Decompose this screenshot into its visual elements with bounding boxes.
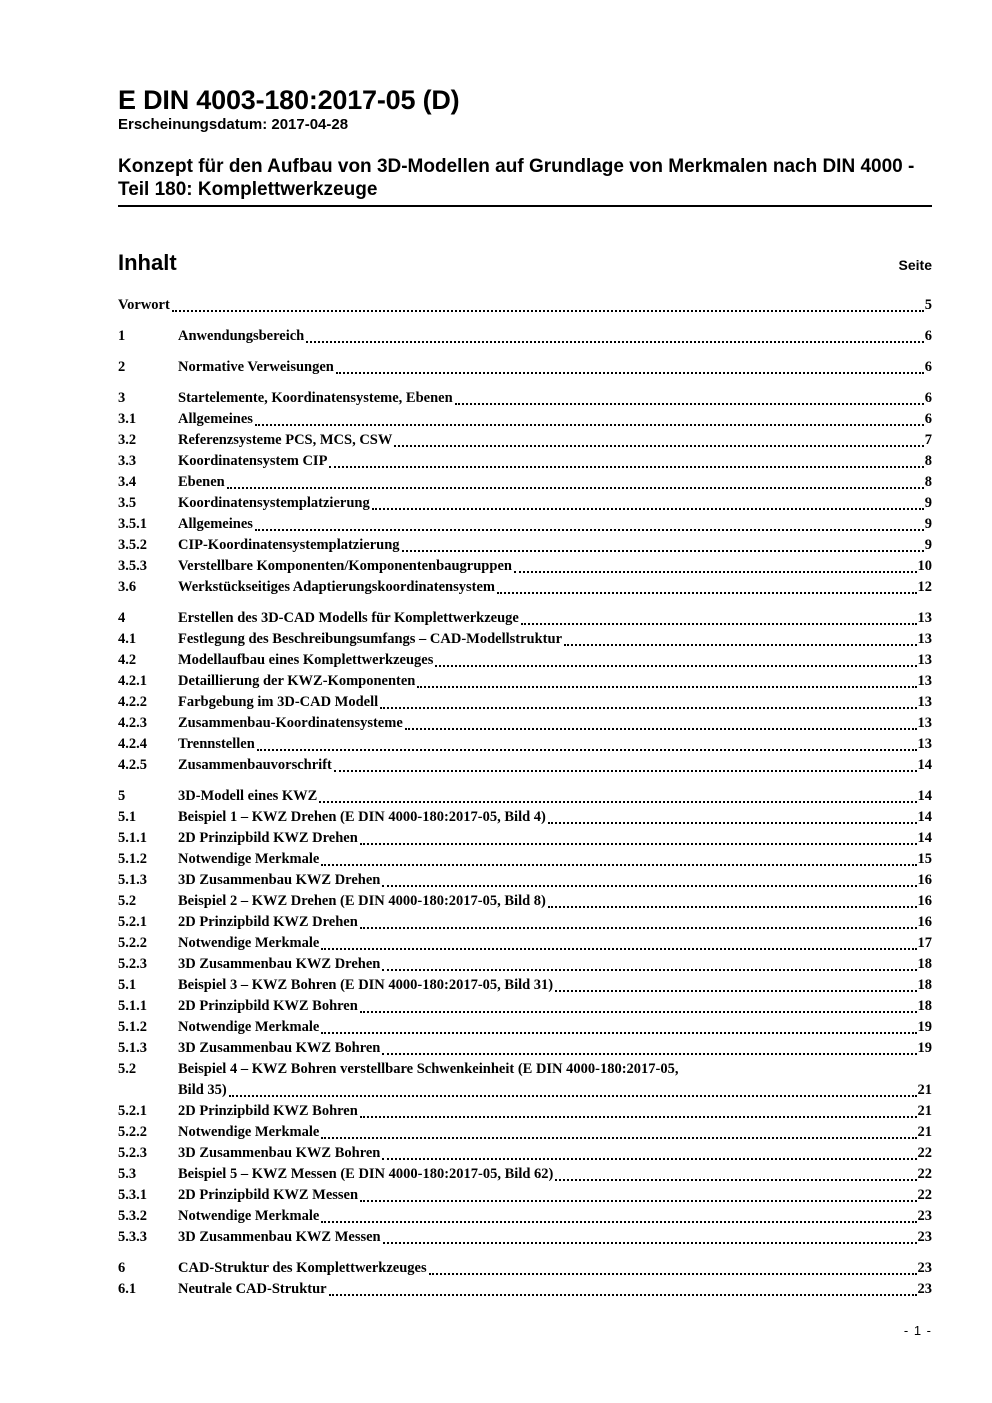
toc-entry bbox=[118, 295, 932, 316]
toc-entry-label: Notwendige Merkmale bbox=[178, 851, 320, 867]
toc-entry-page: 19 bbox=[917, 1040, 932, 1056]
toc-entry bbox=[118, 954, 932, 975]
toc-entry-label: Neutrale CAD-Struktur bbox=[178, 1281, 327, 1297]
toc-entry bbox=[118, 608, 932, 629]
toc-entry-label: Beispiel 2 – KWZ Drehen (E DIN 4000-180:2017-05, Bild 8) bbox=[178, 893, 546, 909]
toc-entry bbox=[118, 629, 932, 650]
toc-entry-page: 10 bbox=[917, 558, 932, 574]
toc-leader-dots bbox=[435, 665, 916, 667]
toc-entry-page: 23 bbox=[917, 1208, 932, 1224]
toc-entry-number: 4.2.1 bbox=[118, 673, 147, 689]
toc-entry-number: 5.1.3 bbox=[118, 1040, 147, 1056]
toc-leader-dots bbox=[405, 728, 917, 730]
toc-leader-dots bbox=[429, 1273, 917, 1275]
toc-entry-number: 5.3.1 bbox=[118, 1187, 147, 1203]
toc-entry bbox=[118, 650, 932, 671]
toc-entry bbox=[118, 1038, 932, 1059]
toc-entry-number: 4.1 bbox=[118, 631, 137, 647]
toc-entry-number: 5.1 bbox=[118, 809, 137, 825]
toc-entry bbox=[118, 671, 932, 692]
toc-entry-number: 5.2.1 bbox=[118, 1103, 147, 1119]
toc-entry-page: 21 bbox=[917, 1082, 932, 1098]
toc-entry bbox=[118, 326, 932, 347]
toc-entry-label: 2D Prinzipbild KWZ Drehen bbox=[178, 830, 358, 846]
toc-entry bbox=[118, 849, 932, 870]
document-title: Konzept für den Aufbau von 3D-Modellen auf Grundlage von Merkmalen nach DIN 4000 - Teil 180: Komplettwerkzeuge bbox=[118, 155, 932, 207]
toc-heading: Inhalt bbox=[118, 250, 177, 275]
toc-entry-label: Beispiel 1 – KWZ Drehen (E DIN 4000-180:2017-05, Bild 4) bbox=[178, 809, 546, 825]
toc-entry bbox=[118, 1059, 932, 1101]
toc-entry bbox=[118, 430, 932, 451]
toc-entry-label: Referenzsysteme PCS, MCS, CSW bbox=[178, 432, 393, 448]
toc-entry-label: Allgemeines bbox=[178, 411, 253, 427]
toc-entry-page: 18 bbox=[917, 956, 932, 972]
toc-entry-page: 8 bbox=[924, 453, 932, 469]
toc-entry-label: Allgemeines bbox=[178, 516, 253, 532]
toc-entry bbox=[118, 577, 932, 598]
toc-leader-dots bbox=[402, 550, 924, 552]
toc-entry bbox=[118, 514, 932, 535]
toc-leader-dots bbox=[382, 885, 916, 887]
toc-entry bbox=[118, 807, 932, 828]
toc-entry-page: 13 bbox=[917, 673, 932, 689]
toc-leader-dots bbox=[394, 445, 923, 447]
toc-entry-label: 2D Prinzipbild KWZ Bohren bbox=[178, 1103, 358, 1119]
toc-leader-dots bbox=[555, 990, 916, 992]
toc-leader-dots bbox=[360, 1116, 917, 1118]
toc-entry-label: Vorwort bbox=[118, 297, 170, 313]
toc-entry bbox=[118, 493, 932, 514]
toc-entry-page: 21 bbox=[917, 1103, 932, 1119]
toc-entry-number: 3.6 bbox=[118, 579, 137, 595]
toc-entry-page: 14 bbox=[917, 788, 932, 804]
toc-entry bbox=[118, 1185, 932, 1206]
toc-leader-dots bbox=[548, 906, 917, 908]
toc-entry-page: 13 bbox=[917, 694, 932, 710]
toc-leader-dots bbox=[514, 571, 917, 573]
toc-entry-label: 2D Prinzipbild KWZ Messen bbox=[178, 1187, 359, 1203]
toc-entry bbox=[118, 828, 932, 849]
toc-entry-page: 17 bbox=[917, 935, 932, 951]
toc-leader-dots bbox=[360, 1011, 917, 1013]
toc-entry-page: 6 bbox=[924, 328, 932, 344]
toc-entry bbox=[118, 472, 932, 493]
toc-entry-label: Festlegung des Beschreibungsumfangs – CAD-Modellstruktur bbox=[178, 631, 563, 647]
toc-entry-page: 13 bbox=[917, 610, 932, 626]
toc-leader-dots bbox=[321, 1032, 916, 1034]
toc-entry-label: Beispiel 5 – KWZ Messen (E DIN 4000-180:2017-05, Bild 62) bbox=[178, 1166, 554, 1182]
toc-entry-label: 3D Zusammenbau KWZ Bohren bbox=[178, 1145, 381, 1161]
toc-entry-label: Koordinatensystem CIP bbox=[178, 453, 328, 469]
toc-entry-page: 12 bbox=[917, 579, 932, 595]
toc-entry-page: 14 bbox=[917, 757, 932, 773]
toc-leader-dots bbox=[382, 969, 916, 971]
toc-entry-label: Notwendige Merkmale bbox=[178, 1124, 320, 1140]
toc-entry-page: 23 bbox=[917, 1281, 932, 1297]
toc-entry-number: 5 bbox=[118, 788, 126, 804]
toc-entry-page: 13 bbox=[917, 631, 932, 647]
toc-entry-page: 6 bbox=[924, 411, 932, 427]
toc-entry-label: Beispiel 4 – KWZ Bohren verstellbare Schwenkeinheit (E DIN 4000-180:2017-05, bbox=[178, 1061, 679, 1077]
toc-entry-number: 5.3.2 bbox=[118, 1208, 147, 1224]
toc-entry bbox=[118, 409, 932, 430]
toc-entry bbox=[118, 755, 932, 776]
toc-entry-label: Zusammenbau-Koordinatensysteme bbox=[178, 715, 403, 731]
toc-entry-number: 5.2.3 bbox=[118, 1145, 147, 1161]
toc-leader-dots bbox=[319, 801, 916, 803]
toc-leader-dots bbox=[360, 843, 917, 845]
toc-leader-dots bbox=[555, 1179, 916, 1181]
toc-entry-page: 8 bbox=[924, 474, 932, 490]
toc-entry-number: 1 bbox=[118, 328, 126, 344]
release-date: Erscheinungsdatum: 2017-04-28 bbox=[118, 116, 349, 133]
toc-leader-dots bbox=[497, 592, 916, 594]
toc-entry bbox=[118, 451, 932, 472]
toc-entry-number: 5.1.3 bbox=[118, 872, 147, 888]
toc-leader-dots bbox=[372, 508, 924, 510]
toc-entry bbox=[118, 891, 932, 912]
toc-entry-page: 6 bbox=[924, 390, 932, 406]
toc-entry bbox=[118, 357, 932, 378]
toc-leader-dots bbox=[360, 927, 917, 929]
toc-entry-number: 4.2.3 bbox=[118, 715, 147, 731]
toc-entry-label: Zusammenbauvorschrift bbox=[178, 757, 332, 773]
toc-entry-label: 3D Zusammenbau KWZ Drehen bbox=[178, 956, 381, 972]
toc-entry-page: 23 bbox=[917, 1229, 932, 1245]
toc-entry-number: 3 bbox=[118, 390, 126, 406]
toc-entry-number: 3.2 bbox=[118, 432, 137, 448]
toc-entry-number: 5.1.2 bbox=[118, 1019, 147, 1035]
toc-entry-label: Koordinatensystemplatzierung bbox=[178, 495, 370, 511]
toc-entry-label: Modellaufbau eines Komplettwerkzeuges bbox=[178, 652, 434, 668]
toc-entry-page: 13 bbox=[917, 736, 932, 752]
toc-leader-dots bbox=[255, 529, 924, 531]
toc-entry-page: 9 bbox=[924, 537, 932, 553]
toc-leader-dots bbox=[564, 644, 916, 646]
toc-entry-label: Anwendungsbereich bbox=[178, 328, 305, 344]
toc-entry-label: 3D Zusammenbau KWZ Drehen bbox=[178, 872, 381, 888]
toc-entry-label: Verstellbare Komponenten/Komponentenbaugruppen bbox=[178, 558, 512, 574]
toc-entry-label-continued: Bild 35) bbox=[178, 1082, 227, 1098]
toc-leader-dots bbox=[382, 1158, 916, 1160]
toc-entry-page: 19 bbox=[917, 1019, 932, 1035]
toc-entry-number: 4 bbox=[118, 610, 126, 626]
toc-entry-page: 16 bbox=[917, 893, 932, 909]
toc-leader-dots bbox=[360, 1200, 916, 1202]
toc-entry-number: 4.2.2 bbox=[118, 694, 147, 710]
toc-entry-number: 2 bbox=[118, 359, 126, 375]
toc-entry-page: 15 bbox=[917, 851, 932, 867]
toc-entry-label: Notwendige Merkmale bbox=[178, 1208, 320, 1224]
toc-leader-dots bbox=[321, 864, 916, 866]
toc-entry bbox=[118, 1279, 932, 1300]
toc-entry bbox=[118, 1101, 932, 1122]
page-number-indicator: - 1 - bbox=[903, 1323, 932, 1338]
toc-entry bbox=[118, 1258, 932, 1279]
toc-entry bbox=[118, 912, 932, 933]
toc-entry-label: Normative Verweisungen bbox=[178, 359, 334, 375]
toc-entry bbox=[118, 996, 932, 1017]
toc-entry bbox=[118, 1227, 932, 1248]
page-content bbox=[118, 0, 932, 1300]
toc-entry bbox=[118, 535, 932, 556]
toc-entry-number: 5.2.3 bbox=[118, 956, 147, 972]
toc-entry bbox=[118, 1122, 932, 1143]
toc-entry-number: 3.5.1 bbox=[118, 516, 147, 532]
toc-leader-dots bbox=[321, 948, 916, 950]
toc-leader-dots bbox=[455, 403, 924, 405]
toc-leader-dots bbox=[334, 770, 917, 772]
toc-entry-label: Ebenen bbox=[178, 474, 225, 490]
toc-leader-dots bbox=[336, 372, 924, 374]
toc-leader-dots bbox=[227, 487, 924, 489]
toc-entry-number: 3.1 bbox=[118, 411, 137, 427]
toc-entry-label: Notwendige Merkmale bbox=[178, 935, 320, 951]
toc-entry-page: 13 bbox=[917, 715, 932, 731]
toc-leader-dots bbox=[321, 1221, 916, 1223]
toc-leader-dots bbox=[255, 424, 924, 426]
toc-entry bbox=[118, 933, 932, 954]
toc-entry-number: 5.2 bbox=[118, 893, 137, 909]
toc-entry bbox=[118, 1017, 932, 1038]
toc-entry-label: Farbgebung im 3D-CAD Modell bbox=[178, 694, 379, 710]
toc-entry-page: 22 bbox=[917, 1187, 932, 1203]
toc-entry-page: 18 bbox=[917, 977, 932, 993]
toc-entry-number: 4.2.4 bbox=[118, 736, 147, 752]
toc-entry-number: 3.4 bbox=[118, 474, 137, 490]
toc-entry bbox=[118, 388, 932, 409]
toc-entry-number: 3.5.3 bbox=[118, 558, 147, 574]
toc-entry-number: 4.2.5 bbox=[118, 757, 147, 773]
toc-entry-label: Erstellen des 3D-CAD Modells für Komplettwerkzeuge bbox=[178, 610, 519, 626]
toc-entry-label: 2D Prinzipbild KWZ Bohren bbox=[178, 998, 358, 1014]
toc-page-column-label: Seite bbox=[898, 257, 932, 273]
toc-leader-dots bbox=[329, 1294, 917, 1296]
toc-entry-number: 3.3 bbox=[118, 453, 137, 469]
toc-entry-label: Startelemente, Koordinatensysteme, Ebenen bbox=[178, 390, 453, 406]
toc-entry-page: 9 bbox=[924, 495, 932, 511]
toc-entry-label: Beispiel 3 – KWZ Bohren (E DIN 4000-180:2017-05, Bild 31) bbox=[178, 977, 554, 993]
toc-entry-number: 5.1.1 bbox=[118, 830, 147, 846]
toc-entry-number: 5.1.1 bbox=[118, 998, 147, 1014]
toc-entry-number: 5.2.2 bbox=[118, 1124, 147, 1140]
toc-leader-dots bbox=[382, 1053, 916, 1055]
toc-entry bbox=[118, 870, 932, 891]
toc-entry bbox=[118, 556, 932, 577]
toc-entry bbox=[118, 1206, 932, 1227]
toc-entry-number: 3.5 bbox=[118, 495, 137, 511]
toc-entry-label: Werkstückseitiges Adaptierungskoordinatensystem bbox=[178, 579, 496, 595]
toc-entry-page: 9 bbox=[924, 516, 932, 532]
toc-entry-page: 21 bbox=[917, 1124, 932, 1140]
toc-leader-dots bbox=[229, 1095, 917, 1097]
toc-leader-dots bbox=[383, 1242, 917, 1244]
toc-leader-dots bbox=[521, 623, 917, 625]
toc-entry-label: 3D Zusammenbau KWZ Bohren bbox=[178, 1040, 381, 1056]
toc-entry-page: 6 bbox=[924, 359, 932, 375]
toc-entry-number: 5.1 bbox=[118, 977, 137, 993]
toc-entry-label: CIP-Koordinatensystemplatzierung bbox=[178, 537, 400, 553]
toc-entry-number: 6.1 bbox=[118, 1281, 137, 1297]
toc-leader-dots bbox=[306, 341, 924, 343]
toc-leader-dots bbox=[548, 822, 917, 824]
toc-entry-number: 5.2.2 bbox=[118, 935, 147, 951]
toc-entry bbox=[118, 713, 932, 734]
toc-leader-dots bbox=[417, 686, 916, 688]
toc-list bbox=[118, 295, 932, 1300]
toc-entry-number: 6 bbox=[118, 1260, 126, 1276]
toc-entry bbox=[118, 1143, 932, 1164]
toc-entry-page: 18 bbox=[917, 998, 932, 1014]
toc-entry-page: 14 bbox=[917, 809, 932, 825]
toc-entry-label: Detaillierung der KWZ-Komponenten bbox=[178, 673, 416, 689]
toc-entry-page: 5 bbox=[924, 297, 932, 313]
toc-entry-number: 3.5.2 bbox=[118, 537, 147, 553]
toc-entry-label: 3D-Modell eines KWZ bbox=[178, 788, 318, 804]
toc-leader-dots bbox=[321, 1137, 916, 1139]
toc-entry-page: 14 bbox=[917, 830, 932, 846]
toc-entry bbox=[118, 692, 932, 713]
toc-leader-dots bbox=[380, 707, 916, 709]
toc-entry-number: 5.3.3 bbox=[118, 1229, 147, 1245]
toc-entry bbox=[118, 975, 932, 996]
toc-entry bbox=[118, 734, 932, 755]
toc-entry-number: 4.2 bbox=[118, 652, 137, 668]
document-number: E DIN 4003-180:2017-05 (D) bbox=[118, 85, 460, 115]
toc-entry-page: 16 bbox=[917, 872, 932, 888]
toc-leader-dots bbox=[329, 466, 923, 468]
toc-entry-label: 2D Prinzipbild KWZ Drehen bbox=[178, 914, 358, 930]
toc-entry-number: 5.1.2 bbox=[118, 851, 147, 867]
toc-entry bbox=[118, 786, 932, 807]
toc-entry-page: 23 bbox=[917, 1260, 932, 1276]
toc-entry-page: 13 bbox=[917, 652, 932, 668]
toc-entry-label: Notwendige Merkmale bbox=[178, 1019, 320, 1035]
toc-entry-number: 5.2.1 bbox=[118, 914, 147, 930]
toc-entry-page: 22 bbox=[917, 1166, 932, 1182]
toc-leader-dots bbox=[172, 310, 924, 312]
toc-entry-page: 16 bbox=[917, 914, 932, 930]
toc-entry-number: 5.3 bbox=[118, 1166, 137, 1182]
toc-entry-label: Trennstellen bbox=[178, 736, 255, 752]
toc-entry-page: 7 bbox=[924, 432, 932, 448]
toc-leader-dots bbox=[257, 749, 917, 751]
toc-entry-page: 22 bbox=[917, 1145, 932, 1161]
toc-entry-label: CAD-Struktur des Komplettwerkzeuges bbox=[178, 1260, 427, 1276]
toc-entry bbox=[118, 1164, 932, 1185]
toc-entry-label: 3D Zusammenbau KWZ Messen bbox=[178, 1229, 381, 1245]
toc-entry-number: 5.2 bbox=[118, 1061, 137, 1077]
toc-header-row bbox=[118, 251, 932, 275]
